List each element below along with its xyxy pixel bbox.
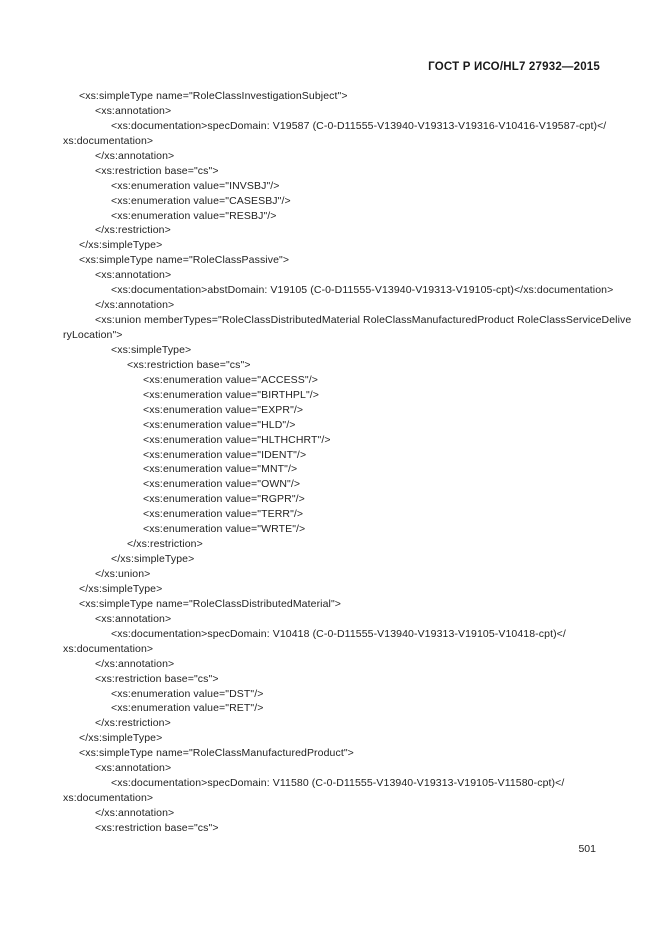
code-line: <xs:enumeration value="RESBJ"/> — [111, 209, 277, 222]
code-line: <xs:simpleType> — [111, 343, 192, 356]
code-line: </xs:annotation> — [95, 149, 175, 162]
code-line: <xs:restriction base="cs"> — [95, 672, 219, 685]
code-line: </xs:annotation> — [95, 657, 175, 670]
code-line: <xs:annotation> — [95, 612, 172, 625]
code-line: <xs:enumeration value="RET"/> — [111, 702, 264, 715]
code-listing — [63, 89, 632, 836]
code-line: <xs:documentation>abstDomain: V19105 (C-0-D11555-V13940-V19313-V19105-cpt)</xs:documentation> — [111, 284, 614, 297]
code-line: <xs:annotation> — [95, 269, 172, 282]
code-line: <xs:enumeration value="DST"/> — [111, 687, 264, 700]
code-line: </xs:simpleType> — [111, 553, 195, 566]
code-line: </xs:simpleType> — [79, 732, 163, 745]
code-line: <xs:restriction base="cs"> — [95, 821, 219, 834]
page-number: 501 — [578, 843, 596, 855]
code-line: <xs:enumeration value="IDENT"/> — [143, 448, 307, 461]
code-line: <xs:union memberTypes="RoleClassDistributedMaterial RoleClassManufacturedProduct RoleClassServiceDelive — [95, 314, 632, 327]
code-line: <xs:annotation> — [95, 104, 172, 117]
code-line: </xs:restriction> — [95, 717, 171, 730]
code-line: </xs:restriction> — [127, 538, 203, 551]
code-line: <xs:enumeration value="ACCESS"/> — [143, 373, 318, 386]
code-line: xs:documentation> — [63, 134, 154, 147]
code-line: <xs:documentation>specDomain: V10418 (C-0-D11555-V13940-V19313-V19105-V10418-cpt)</ — [111, 627, 566, 640]
code-line: <xs:enumeration value="OWN"/> — [143, 478, 301, 491]
code-line: <xs:enumeration value="HLTHCHRT"/> — [143, 433, 331, 446]
code-line: <xs:enumeration value="INVSBJ"/> — [111, 179, 280, 192]
code-line: xs:documentation> — [63, 642, 154, 655]
code-line: <xs:enumeration value="MNT"/> — [143, 463, 298, 476]
code-line: <xs:documentation>specDomain: V11580 (C-0-D11555-V13940-V19313-V19105-V11580-cpt)</ — [111, 777, 565, 790]
code-line: <xs:enumeration value="BIRTHPL"/> — [143, 388, 320, 401]
code-line: <xs:enumeration value="EXPR"/> — [143, 403, 304, 416]
document-standard-title: ГОСТ Р ИСО/HL7 27932—2015 — [428, 61, 600, 73]
code-line: <xs:restriction base="cs"> — [127, 358, 251, 371]
code-line: </xs:simpleType> — [79, 582, 163, 595]
code-line: </xs:annotation> — [95, 807, 175, 819]
code-line: </xs:union> — [95, 568, 151, 580]
code-line: ryLocation"> — [63, 329, 123, 341]
code-line: <xs:simpleType name="RoleClassManufacturedProduct"> — [79, 747, 354, 760]
code-line: <xs:annotation> — [95, 762, 172, 775]
code-line: <xs:simpleType name="RoleClassDistributedMaterial"> — [79, 597, 342, 610]
code-line: xs:documentation> — [63, 792, 154, 805]
code-line: <xs:documentation>specDomain: V19587 (C-0-D11555-V13940-V19313-V19316-V10416-V19587-cpt)</ — [111, 119, 607, 132]
code-line: <xs:simpleType name="RoleClassInvestigationSubject"> — [79, 90, 348, 102]
code-line: <xs:restriction base="cs"> — [95, 164, 219, 177]
code-line: <xs:simpleType name="RoleClassPassive"> — [79, 254, 290, 267]
code-line: <xs:enumeration value="TERR"/> — [143, 508, 304, 521]
code-line: <xs:enumeration value="RGPR"/> — [143, 493, 305, 506]
code-line: <xs:enumeration value="WRTE"/> — [143, 523, 306, 536]
code-line: <xs:enumeration value="CASESBJ"/> — [111, 194, 291, 207]
code-line: </xs:restriction> — [95, 224, 171, 237]
code-line: </xs:annotation> — [95, 299, 175, 312]
code-line: </xs:simpleType> — [79, 239, 163, 252]
code-line: <xs:enumeration value="HLD"/> — [143, 418, 296, 431]
